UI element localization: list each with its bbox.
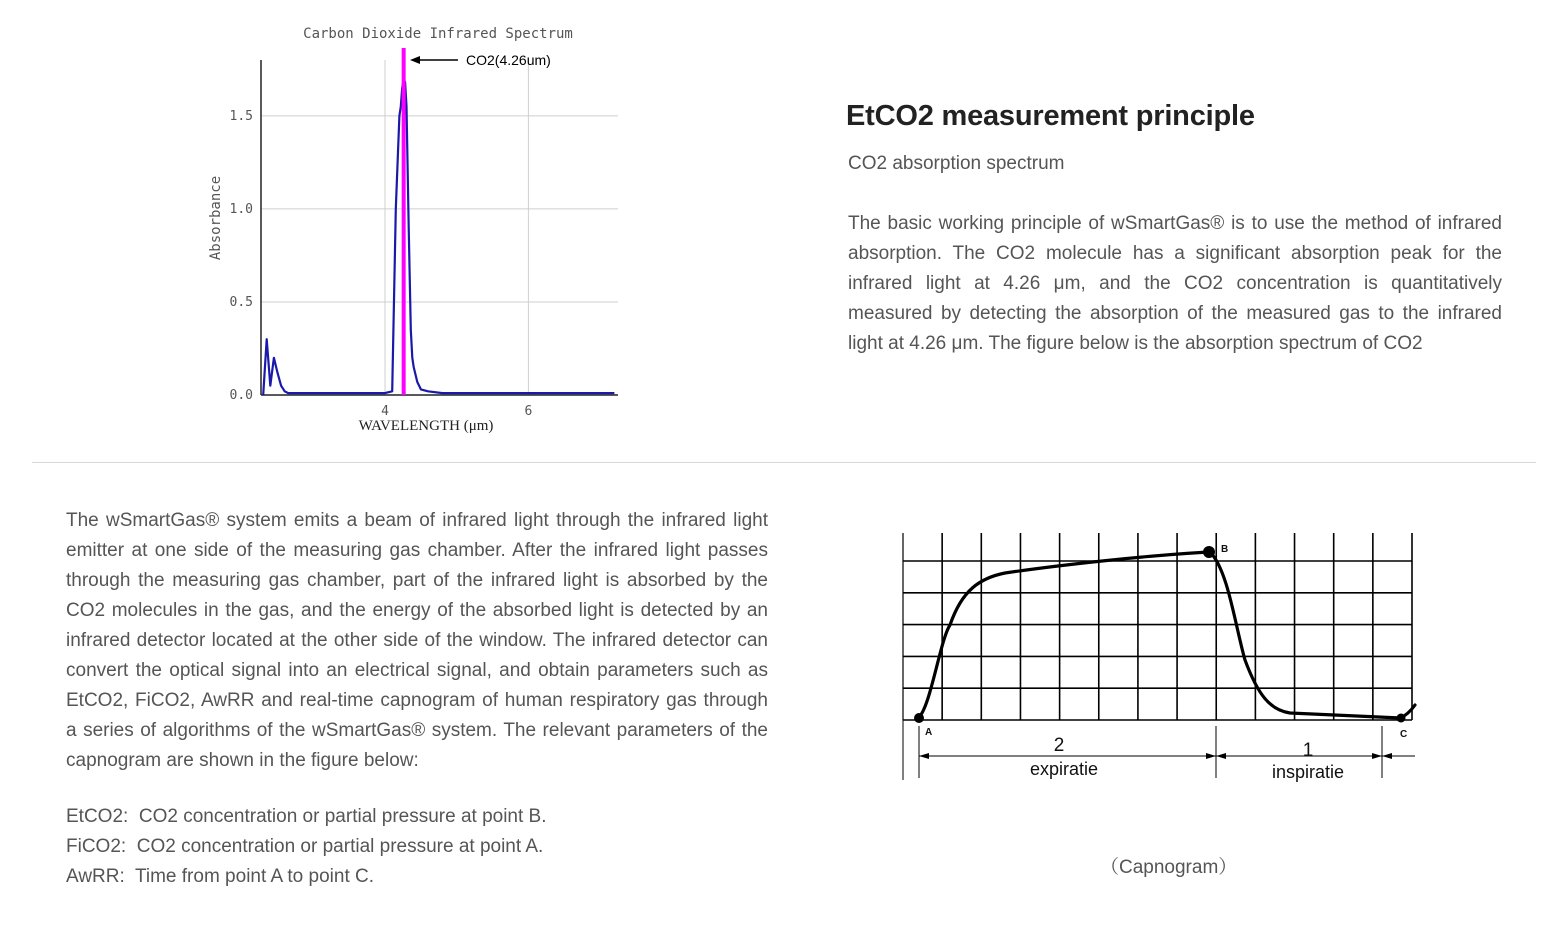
annotation-label: CO2(4.26um): [466, 52, 551, 68]
spectrum-grid: [261, 60, 618, 395]
section-divider: [32, 462, 1536, 463]
page-title: EtCO2 measurement principle: [846, 100, 1255, 132]
point-a-label: A: [925, 727, 933, 738]
spectrum-x-ticks: [381, 404, 532, 419]
spectrum-y-ticks: [230, 109, 253, 403]
capnogram-curve: [918, 552, 1415, 718]
capnogram-grid: [903, 533, 1412, 780]
parameter-definitions: [66, 802, 547, 892]
annotation-arrow-head: [410, 56, 420, 64]
spectrum-subtitle: CO2 absorption spectrum: [848, 153, 1065, 174]
expiration-number: 2: [1053, 735, 1065, 756]
co2-peak-annotation: [410, 52, 551, 68]
capnogram-diagram: [900, 530, 1420, 786]
x-tick-label: 4: [381, 404, 389, 419]
spectrum-y-axis-label: Absorbance: [208, 175, 224, 261]
co2-spectrum-chart: [196, 18, 636, 438]
spectrum-title: Carbon Dioxide Infrared Spectrum: [303, 26, 573, 42]
point-a-marker: [914, 713, 924, 723]
definition-etco2: EtCO2: CO2 concentration or partial pressure at point B.: [66, 806, 547, 827]
y-tick-label: 1.5: [229, 108, 253, 124]
spectrum-series: [263, 79, 614, 395]
point-b-label: B: [1221, 544, 1229, 555]
principle-paragraph: The basic working principle of wSmartGas® is to use the method of infrared absorption. The CO2 molecule has a significant absorption peak for the infrared light at 4.26 μm, and the CO2 concentration is quantitatively measured by detecting the absorption of the measured gas to the infrared light at 4.26 μm. The figure below is the absorption spectrum of CO2: [848, 213, 1502, 354]
spectrum-series-line-0: [263, 79, 614, 395]
spectrum-axes: [261, 60, 618, 395]
point-b-marker: [1203, 546, 1215, 558]
point-c-label: C: [1400, 729, 1408, 740]
x-tick-label: 6: [524, 404, 533, 419]
y-tick-label: 0.5: [229, 294, 253, 310]
definition-fico2: FiCO2: CO2 concentration or partial pressure at point A.: [66, 836, 544, 857]
expiration-label: expiratie: [1029, 759, 1099, 779]
definition-awrr: AwRR: Time from point A to point C.: [66, 866, 374, 887]
point-c-marker: [1397, 714, 1406, 723]
y-tick-label: 0.0: [229, 388, 253, 403]
capnogram-caption: （Capnogram）: [1100, 857, 1238, 878]
system-paragraph: The wSmartGas® system emits a beam of infrared light through the infrared light emitter at one side of the measuring gas chamber. After the infrared light passes through the measuring gas chamber, part of the infrared light is absorbed by the CO2 molecules in the gas, and the energy of the absorbed light is detected by an infrared detector located at the other side of the window. The infrared detector can convert the optical signal into an electrical signal, and obtain parameters such as EtCO2, FiCO2, AwRR and real-time capnogram of human respiratory gas through a series of algorithms of the wSmartGas® system. The relevant parameters of the capnogram are shown in the figure below:: [66, 510, 768, 771]
spectrum-x-axis-label: WAVELENGTH (μm): [358, 418, 494, 434]
inspiration-number: 1: [1302, 740, 1314, 761]
y-tick-label: 1.0: [229, 201, 253, 217]
inspiration-label: inspiratie: [1271, 762, 1345, 782]
